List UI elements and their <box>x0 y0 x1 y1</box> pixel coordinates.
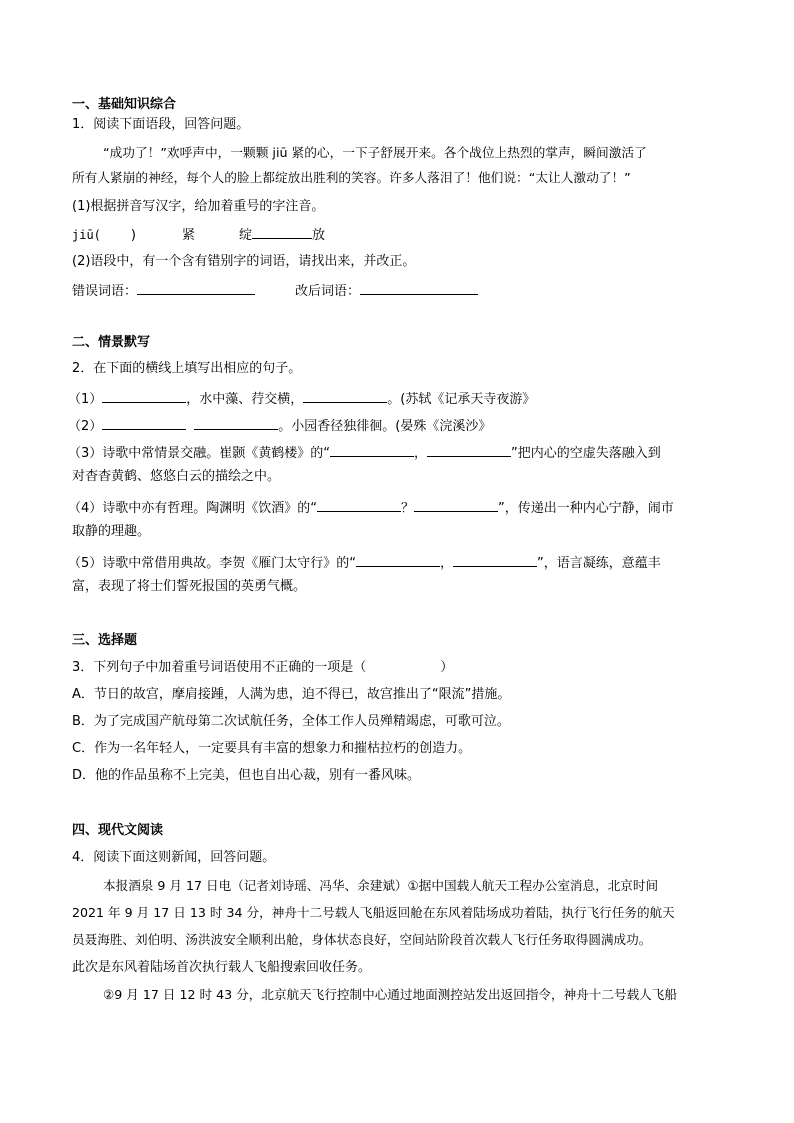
item-source: 。(苏轼《记承天寺夜游》 <box>387 392 536 407</box>
answer-blank[interactable] <box>252 225 312 239</box>
wrong-word-label: 错误词语： <box>72 284 138 299</box>
section-4-title: 四、现代文阅读 <box>72 823 164 838</box>
question-4: 4．阅读下面这则新闻，回答问题。 <box>72 850 276 865</box>
paren-close: ) <box>130 228 136 243</box>
news-p1-line-4: 此次是东风着陆场首次执行载人飞船搜索回收任务。 <box>72 960 372 975</box>
fixed-word-blank[interactable] <box>360 281 478 295</box>
answer-blank[interactable] <box>330 443 414 457</box>
news-p2-line-1: ②9 月 17 日 12 时 43 分，北京航天飞行控制中心通过地面测控站发出返回指令，神舟十二号载人飞船 <box>103 987 677 1002</box>
section-2-title: 二、情景默写 <box>72 335 151 350</box>
section-3-title: 三、选择题 <box>72 633 138 648</box>
q1-answer-row <box>72 281 478 300</box>
q2-item-5-line-2: 富，表现了将士们誓死报国的英勇气概。 <box>72 579 307 594</box>
item-text: （5）诗歌中常借用典故。李贺《雁门太守行》的“ <box>68 556 357 571</box>
pinyin-label: jiū( <box>72 228 101 242</box>
question-3 <box>72 660 453 676</box>
answer-blank[interactable] <box>303 389 387 403</box>
item-number: （2） <box>68 419 103 434</box>
q1-sub-1: (1)根据拼音写汉字，给加着重号的字注音。 <box>72 199 325 214</box>
item-source: 。小园香径独徘徊。(晏殊《浣溪沙》 <box>278 419 492 434</box>
fixed-word-label: 改后词语： <box>295 284 361 299</box>
question-text: 3．下列句子中加着重号词语使用不正确的一项是（ <box>72 660 367 675</box>
answer-blank[interactable] <box>414 498 498 512</box>
q2-item-3-line-1 <box>68 443 661 462</box>
answer-blank[interactable] <box>356 553 440 567</box>
option-b[interactable]: B．为了完成国产航母第二次试航任务，全体工作人员殚精竭虑，可歌可泣。 <box>72 714 510 729</box>
q1-fill-row <box>72 225 325 244</box>
question-1: 1．阅读下面语段，回答问题。 <box>72 117 250 132</box>
answer-blank[interactable] <box>102 389 186 403</box>
q1-passage-line-1: “成功了！”欢呼声中，一颗颗 jiū 紧的心，一下子舒展开来。各个战位上热烈的掌声，瞬间激活了 <box>103 145 647 160</box>
q2-item-4-line-2: 取静的理趣。 <box>72 524 151 539</box>
paren-close: ） <box>440 660 454 675</box>
wrong-word-blank[interactable] <box>137 281 255 295</box>
item-text: ，水中藻、荇交横， <box>186 392 304 407</box>
option-d[interactable]: D．他的作品虽称不上完美，但也自出心裁，别有一番风味。 <box>72 768 421 783</box>
separator: ， <box>440 556 454 571</box>
item-text: （3）诗歌中常情景交融。崔颢《黄鹤楼》的“ <box>68 446 331 461</box>
item-number: （1） <box>68 392 103 407</box>
news-p1-line-1: 本报酒泉 9 月 17 日电（记者刘诗瑶、冯华、余建斌）①据中国载人航天工程办公室消息，北京时间 <box>103 878 659 893</box>
separator: ？ <box>401 501 415 516</box>
option-c[interactable]: C．作为一名年轻人，一定要具有丰富的想象力和摧枯拉朽的创造力。 <box>72 741 472 756</box>
q2-item-1 <box>68 389 535 408</box>
item-text: ”，传递出一种内心宁静，闹市 <box>498 501 674 516</box>
item-text: （4）诗歌中亦有哲理。陶渊明《饮酒》的“ <box>68 501 318 516</box>
q1-passage-line-2: 所有人紧崩的神经，每个人的脸上都绽放出胜利的笑容。许多人落泪了！他们说：“太让人激动了！” <box>72 170 631 185</box>
item-text: ”，语言凝练，意蕴丰 <box>537 556 661 571</box>
answer-blank[interactable] <box>453 553 537 567</box>
q2-item-2 <box>68 416 491 435</box>
answer-blank[interactable] <box>317 498 401 512</box>
option-a[interactable]: A．节日的故宫，摩肩接踵，人满为患，迫不得已，故宫推出了“限流”措施。 <box>72 687 511 702</box>
question-2: 2．在下面的横线上填写出相应的句子。 <box>72 361 302 376</box>
q2-item-5-line-1 <box>68 553 661 572</box>
char-jin: 紧 <box>181 228 195 243</box>
answer-blank[interactable] <box>427 443 511 457</box>
q1-sub-2: (2)语段中，有一个含有错别字的词语，请找出来，并改正。 <box>72 254 416 269</box>
separator: ， <box>414 446 428 461</box>
answer-blank[interactable] <box>102 416 186 430</box>
q2-item-4-line-1 <box>68 498 674 517</box>
q2-item-3-line-2: 对杳杳黄鹤、悠悠白云的描绘之中。 <box>72 469 281 484</box>
char-zhan: 绽 <box>239 228 253 243</box>
news-p1-line-3: 员聂海胜、刘伯明、汤洪波安全顺利出舱，身体状态良好，空间站阶段首次载人飞行任务取得圆满成功。 <box>72 932 652 947</box>
answer-blank[interactable] <box>194 416 278 430</box>
section-1-title: 一、基础知识综合 <box>72 97 177 112</box>
char-fang: 放 <box>312 228 326 243</box>
news-p1-line-2: 2021 年 9 月 17 日 13 时 34 分，神舟十二号载人飞船返回舱在东风着陆场成功着陆，执行飞行任务的航天 <box>72 905 675 920</box>
item-text: ”把内心的空虚失落融入到 <box>511 446 661 461</box>
